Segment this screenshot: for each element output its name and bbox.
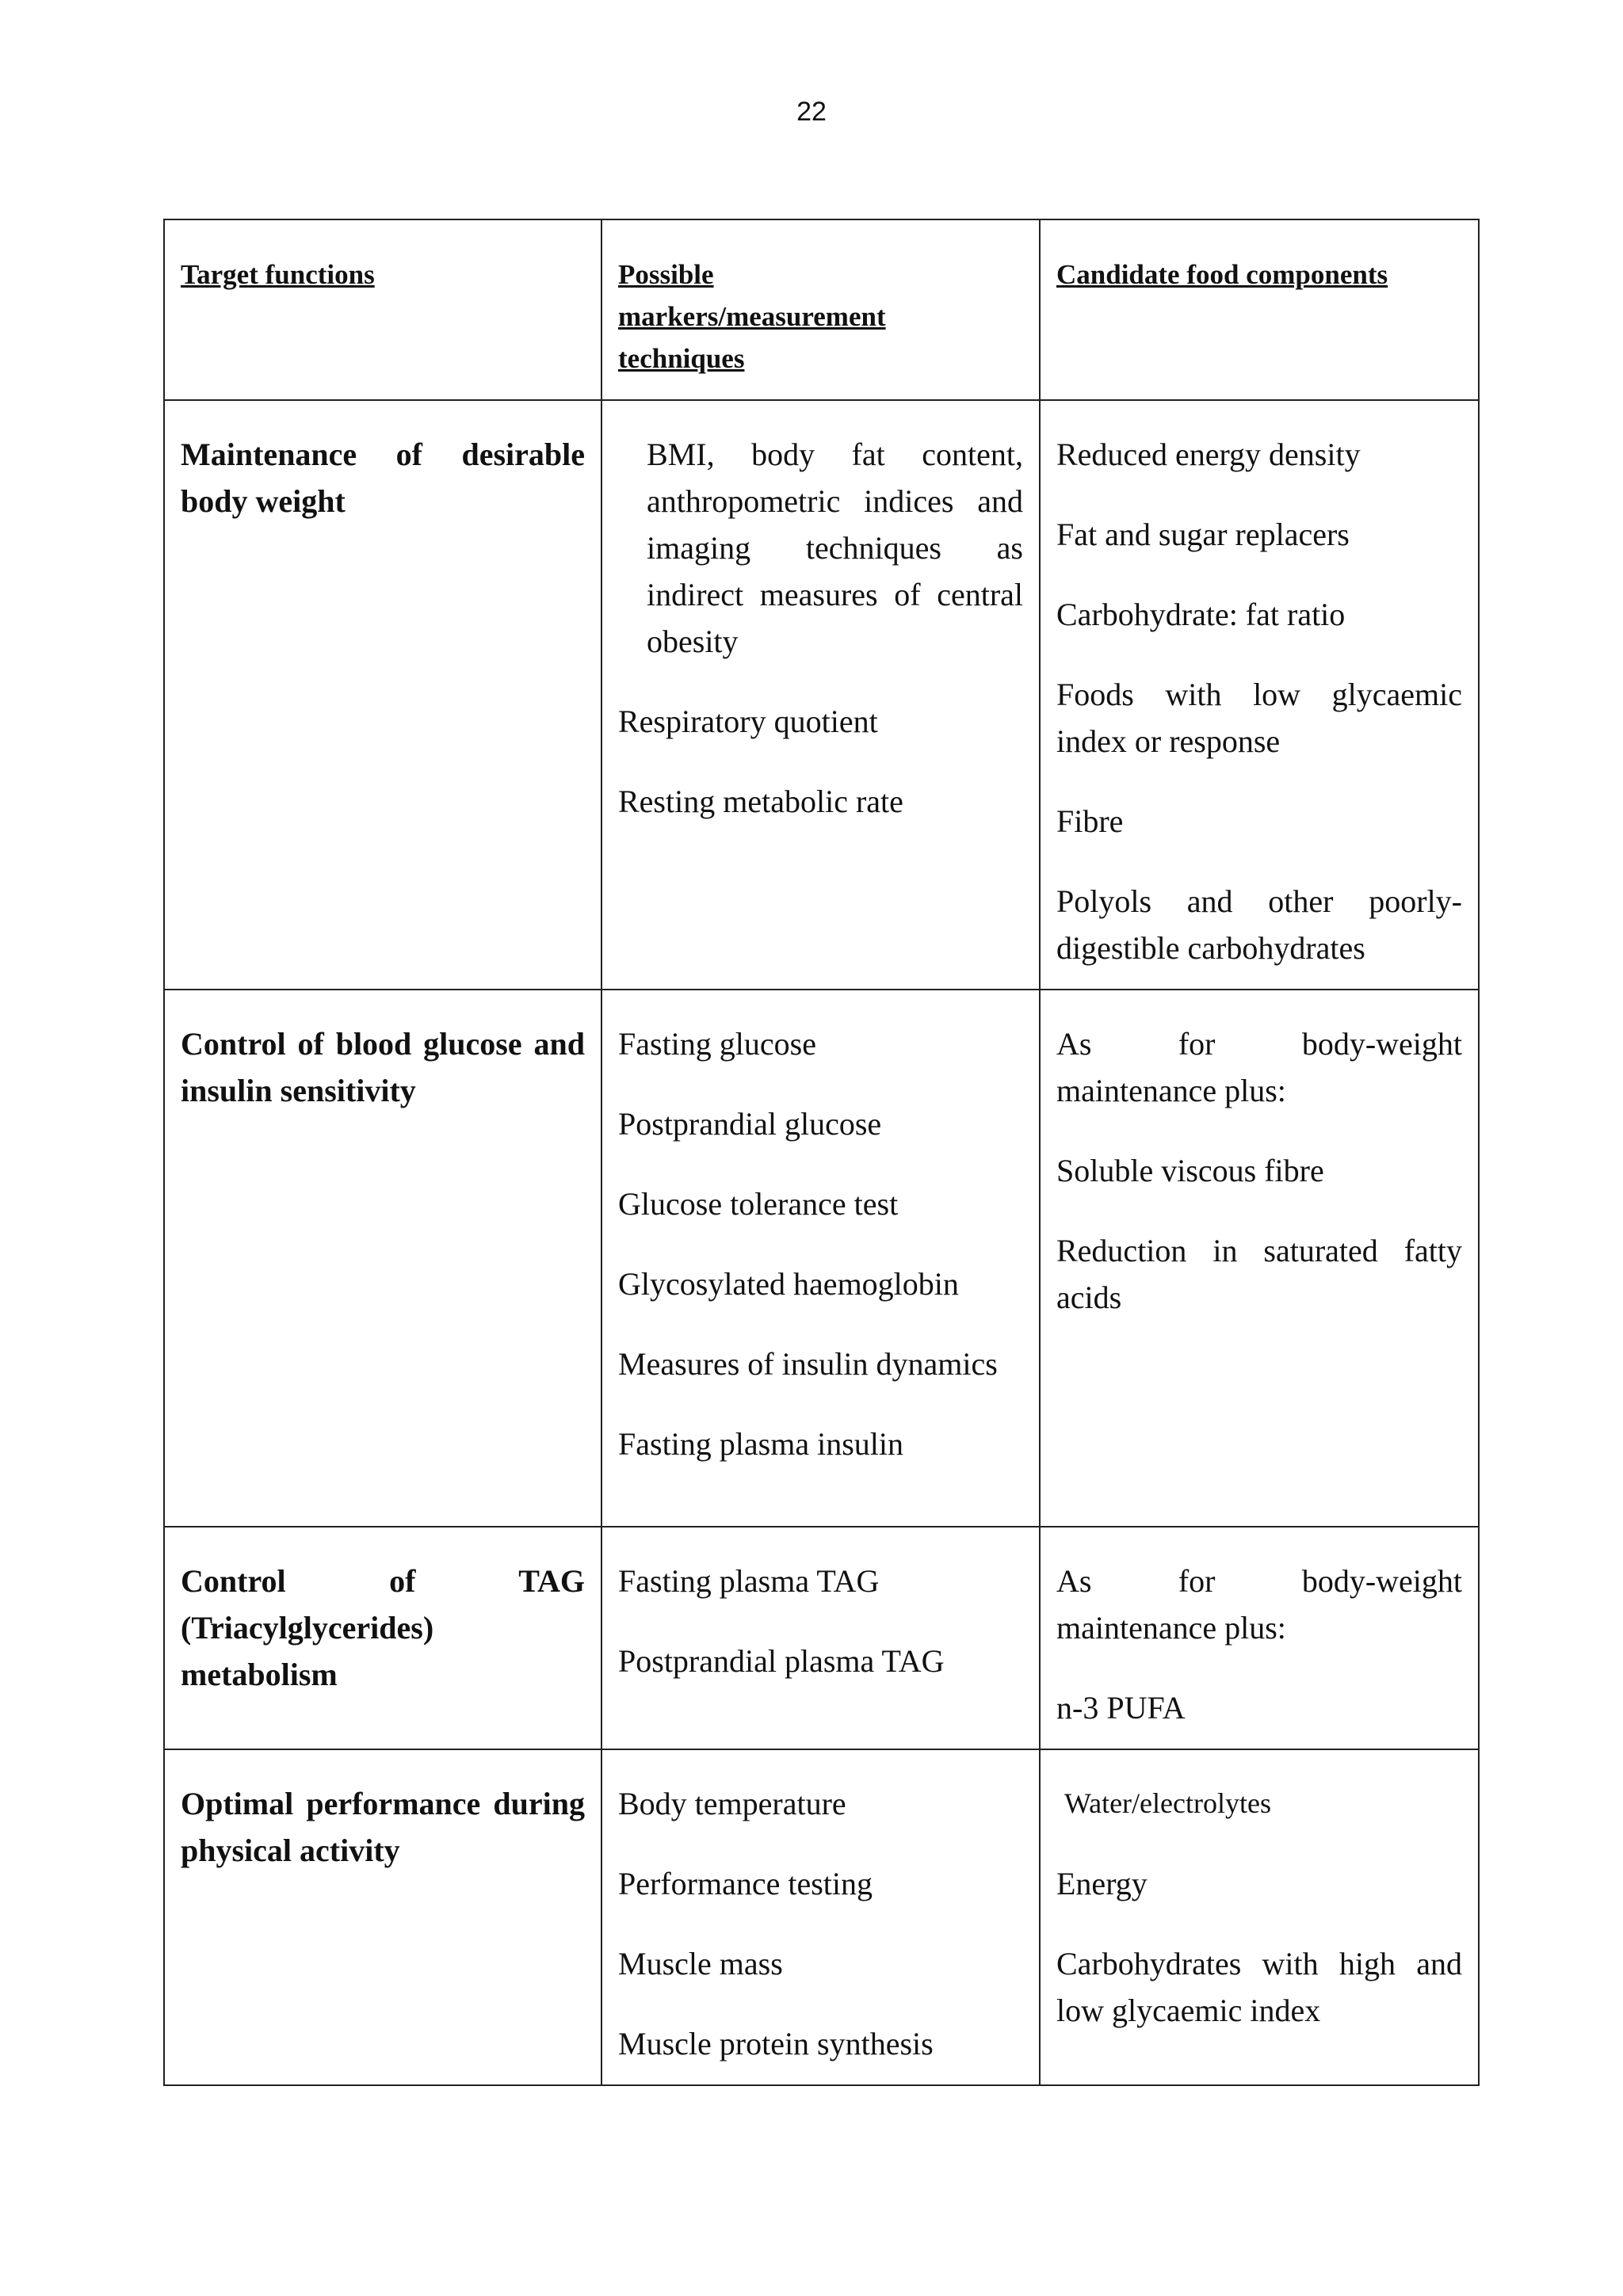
markers-cell (601, 1749, 1040, 2085)
target-function: Control of blood glucose and insulin sensitivity (181, 1026, 585, 1108)
header-label: Target functions (181, 259, 375, 290)
marker-item: Postprandial plasma TAG (618, 1643, 945, 1679)
component-item: Carbohydrate: fat ratio (1056, 597, 1346, 632)
marker-item: Performance testing (618, 1866, 873, 1901)
functional-food-table (163, 219, 1480, 2086)
table-row (164, 990, 1479, 1527)
marker-item: Postprandial glucose (618, 1106, 882, 1142)
markers-cell (601, 400, 1040, 990)
target-cell (164, 400, 601, 990)
marker-item: Fasting glucose (618, 1026, 816, 1062)
components-cell (1040, 990, 1479, 1527)
component-item: As for body-weight maintenance plus: (1056, 1563, 1462, 1646)
component-item: Fibre (1056, 803, 1124, 839)
table-row (164, 400, 1479, 990)
component-item: Carbohydrates with high and low glycaemic index (1056, 1946, 1462, 2028)
component-item: As for body-weight maintenance plus: (1056, 1026, 1462, 1108)
header-candidate-components (1040, 219, 1479, 400)
markers-cell (601, 1527, 1040, 1749)
header-target-functions (164, 219, 601, 400)
marker-item: Muscle mass (618, 1946, 783, 1981)
marker-item: Measures of insulin dynamics (618, 1346, 998, 1382)
marker-item: Fasting plasma TAG (618, 1563, 880, 1599)
table-row (164, 1527, 1479, 1749)
target-function: Maintenance of desirable body weight (181, 437, 585, 519)
component-item: n-3 PUFA (1056, 1690, 1186, 1726)
page-number: 22 (796, 97, 827, 127)
component-item: Reduced energy density (1056, 437, 1361, 472)
markers-cell (601, 990, 1040, 1527)
header-markers (601, 219, 1040, 400)
target-cell (164, 1527, 601, 1749)
header-label-line: markers/measurement (618, 301, 886, 332)
marker-item: Respiratory quotient (618, 704, 878, 739)
marker-item: Glucose tolerance test (618, 1186, 899, 1222)
component-item: Water/electrolytes (1064, 1787, 1271, 1819)
marker-item: Body temperature (618, 1786, 846, 1821)
table-header-row (164, 219, 1479, 400)
component-item: Reduction in saturated fatty acids (1056, 1233, 1462, 1315)
header-label: Candidate food components (1056, 259, 1388, 290)
marker-item: Muscle protein synthesis (618, 2026, 934, 2061)
marker-item: Resting metabolic rate (618, 784, 903, 819)
marker-item: BMI, body fat content, anthropometric indices and imaging techniques as indirect measures of central obesity (647, 437, 1023, 659)
target-cell (164, 1749, 601, 2085)
table-row (164, 1749, 1479, 2085)
components-cell (1040, 1527, 1479, 1749)
target-cell (164, 990, 601, 1527)
components-cell (1040, 400, 1479, 990)
target-function: Optimal performance during physical activity (181, 1786, 585, 1868)
marker-item: Glycosylated haemoglobin (618, 1266, 959, 1302)
component-item: Soluble viscous fibre (1056, 1153, 1324, 1188)
target-function: Control of TAG (Triacylglycerides) metabolism (181, 1563, 585, 1692)
component-item: Energy (1056, 1866, 1148, 1901)
header-label-line: Possible (618, 259, 714, 290)
header-label-line: techniques (618, 343, 745, 374)
marker-item: Fasting plasma insulin (618, 1426, 903, 1462)
component-item: Polyols and other poorly-digestible carbohydrates (1056, 883, 1462, 966)
components-cell (1040, 1749, 1479, 2085)
component-item: Fat and sugar replacers (1056, 517, 1350, 552)
component-item: Foods with low glycaemic index or response (1056, 677, 1462, 759)
